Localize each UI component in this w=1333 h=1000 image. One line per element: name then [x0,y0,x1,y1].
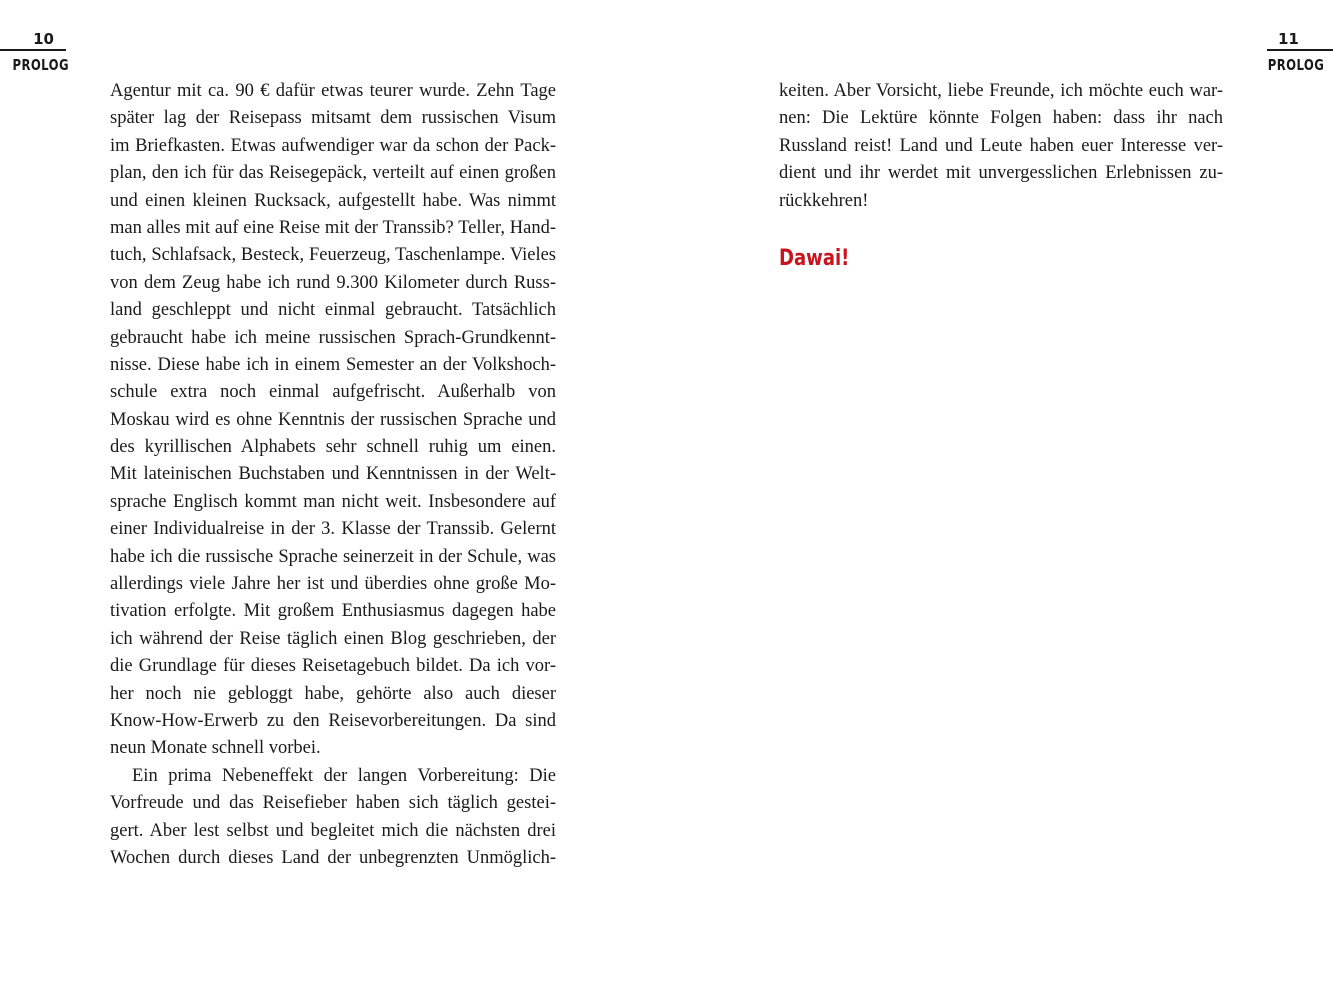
body-line: Russland reist! Land und Leute haben euer Interesse ver- [779,135,1223,156]
body-line: plan, den ich für das Reisegepäck, verteilt auf einen großen [110,163,556,184]
right-page-header [1267,30,1333,75]
body-line: gert. Aber lest selbst und begleitet mich die nächsten drei [110,820,556,841]
left-page-body [110,78,556,872]
body-line: Vorfreude und das Reisefieber haben sich täglich gestei- [110,793,556,814]
body-line: neun Monate schnell vorbei. [110,738,321,759]
section-title-right: PROLOG [1267,56,1325,74]
body-line: sprache Englisch kommt man nicht weit. Insbesondere auf [110,491,556,512]
body-line: schule extra noch einmal aufgefrischt. Außerhalb von [110,382,556,403]
page-number-right: 11 [1278,30,1299,48]
body-line: einer Individualreise in der 3. Klasse der Transsib. Gelernt [110,519,556,540]
body-line: und einen kleinen Rucksack, aufgestellt habe. Was nimmt [110,190,556,211]
body-line: tuch, Schlafsack, Besteck, Feuerzeug, Taschenlampe. Vieles [110,245,556,266]
body-line: des kyrillischen Alphabets sehr schnell ruhig um einen. [110,437,556,458]
header-rule-left [0,49,66,51]
body-line: dient und ihr werdet mit unvergesslichen Erlebnissen zu- [779,163,1223,184]
body-line: die Grundlage für dieses Reisetagebuch bildet. Da ich vor- [110,656,556,677]
body-line: nen: Die Lektüre könnte Folgen haben: dass ihr nach [779,108,1223,129]
body-line: allerdings viele Jahre her ist und überdies ohne große Mo- [110,574,556,595]
body-line: man alles mit auf eine Reise mit der Transsib? Teller, Hand- [110,217,556,238]
body-line: rückkehren! [779,190,869,211]
right-page-body [779,78,1223,215]
body-line: keiten. Aber Vorsicht, liebe Freunde, ich möchte euch war- [779,81,1223,101]
body-line: land geschleppt und nicht einmal gebraucht. Tatsächlich [110,300,556,321]
body-line: von dem Zeug habe ich rund 9.300 Kilometer durch Russ- [110,272,556,293]
body-line: Moskau wird es ohne Kenntnis der russischen Sprache und [110,409,556,430]
header-rule-right [1267,49,1333,51]
closing-exclamation: Dawai! [779,246,850,271]
body-line: Know-How-Erwerb zu den Reisevorbereitungen. Da sind [110,710,556,731]
body-line: habe ich die russische Sprache seinerzeit in der Schule, was [110,546,556,567]
body-line: her noch nie gebloggt habe, gehörte also auch dieser [110,683,556,704]
body-line: Wochen durch dieses Land der unbegrenzten Unmöglich- [110,847,556,868]
page-number-left: 10 [33,30,54,48]
body-line: tivation erfolgte. Mit großem Enthusiasmus dagegen habe [110,601,556,622]
left-page-header [0,30,69,75]
section-title-left: PROLOG [12,56,69,74]
body-line: ich während der Reise täglich einen Blog geschrieben, der [110,628,556,649]
body-line: Agentur mit ca. 90 € dafür etwas teurer wurde. Zehn Tage [110,81,556,101]
body-line: im Briefkasten. Etwas aufwendiger war da schon der Pack- [110,135,556,156]
body-line: später lag der Reisepass mitsamt dem russischen Visum [110,108,556,129]
body-line: gebraucht habe ich meine russischen Sprach-Grundkennt- [110,327,556,348]
body-line: Ein prima Nebeneffekt der langen Vorbereitung: Die [132,765,556,786]
body-line: Mit lateinischen Buchstaben und Kenntnissen in der Welt- [110,464,556,485]
body-line: nisse. Diese habe ich in einem Semester an der Volkshoch- [110,354,556,375]
